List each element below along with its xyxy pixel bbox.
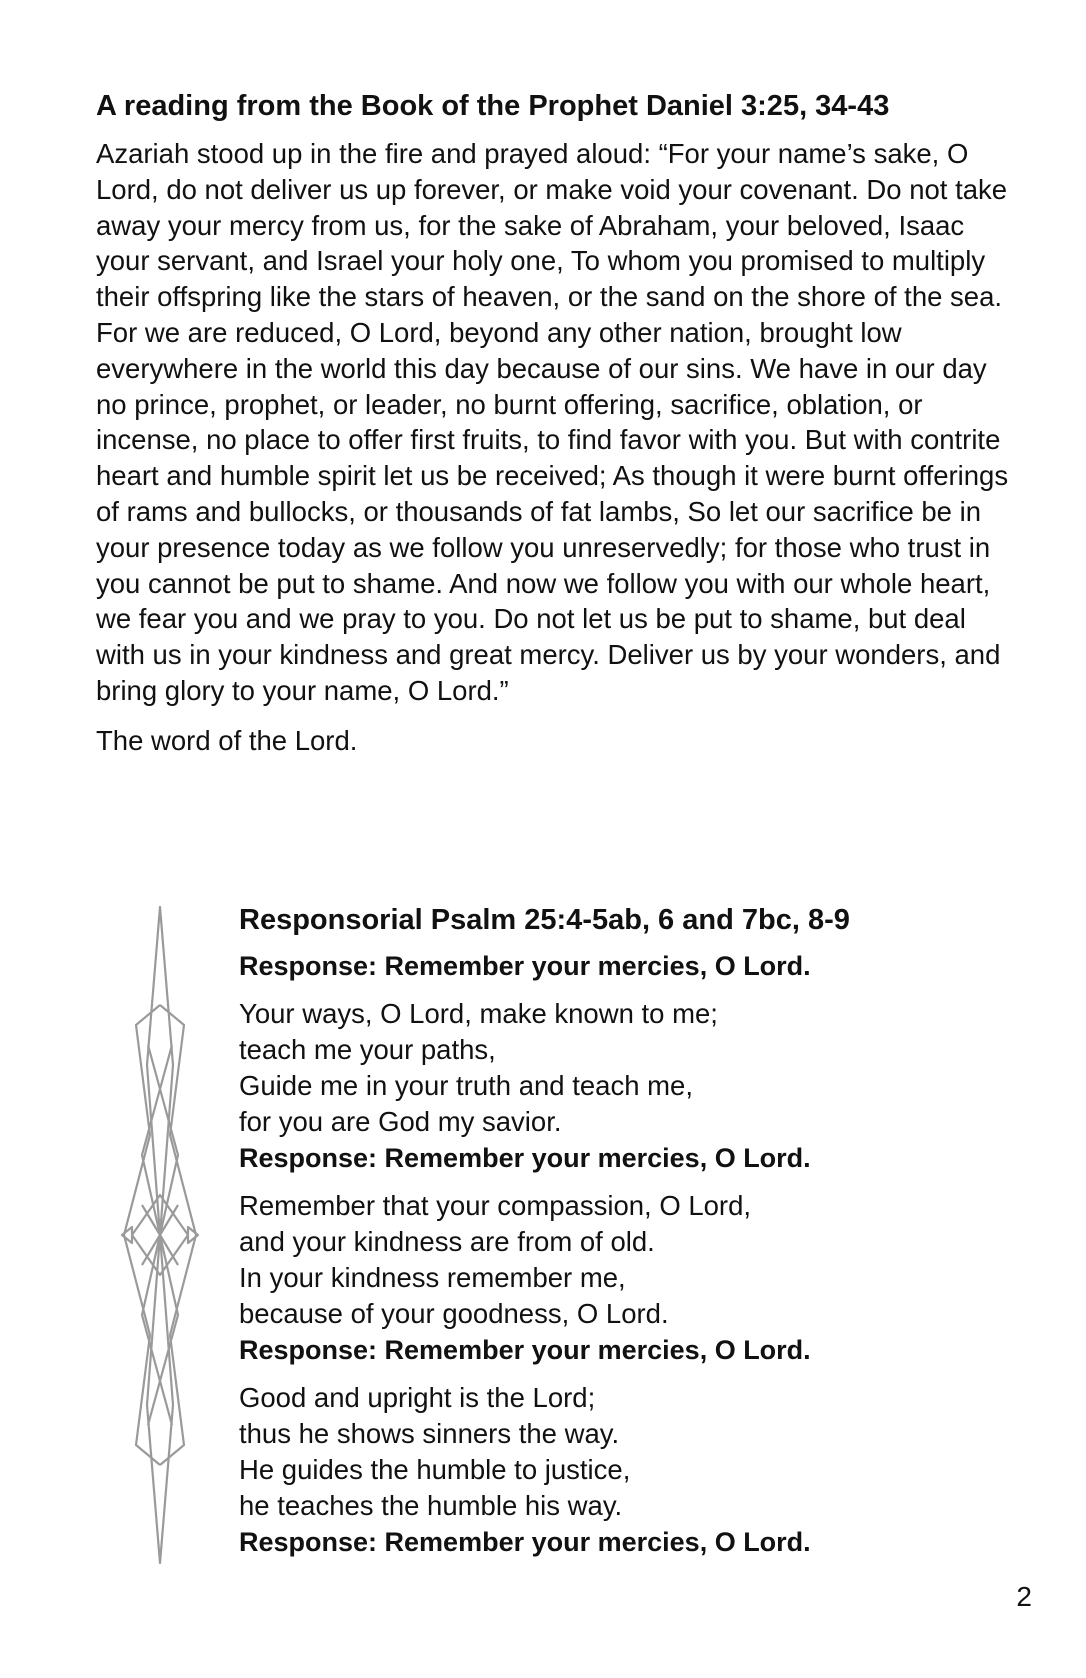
verse-line: In your kindness remember me, — [239, 1262, 626, 1293]
reading-body: Azariah stood up in the fire and prayed aloud: “For your name’s sake, O Lord, do not deliver us up forever, or make void your covenant. Do not take away your mercy from us, for the sake of Abraham, your beloved, Isaac your servant, and Israel your holy one, To whom you promised to multiply their offspring like the stars of heaven, or the sand on the shore of the sea. For we are reduced, O Lord, beyond any other nation, brought low everywhere in the world this day because of our sins. We have in our day no prince, prophet, or leader, no burnt offering, sacrifice, oblation, or incense, no place to offer first fruits, to find favor with you. But with contrite heart and humble spirit let us be received; As though it were burnt offerings of rams and bullocks, or thousands of fat lambs, So let our sacrifice be in your presence today as we follow you unreservedly; for those who trust in you cannot be put to shame. And now we follow you with our whole heart, we fear you and we pray to you. Do not let us be put to shame, but deal with us in your kindness and great mercy. Deliver us by your wonders, and bring glory to your name, O Lord.” — [96, 138, 1009, 706]
stanza-response: Response: Remember your mercies, O Lord. — [239, 1335, 811, 1365]
psalm-response: Response: Remember your mercies, O Lord. — [239, 951, 811, 981]
psalm-stanza-3 — [239, 1380, 1039, 1560]
verse-line: Remember that your compassion, O Lord, — [239, 1190, 752, 1221]
verse-line: thus he shows sinners the way. — [239, 1418, 620, 1449]
responsorial-psalm — [239, 902, 1039, 1560]
reading-title: A reading from the Book of the Prophet Daniel 3:25, 34-43 — [96, 90, 890, 122]
psalm-title: Responsorial Psalm 25:4-5ab, 6 and 7bc, 8-9 — [239, 904, 850, 936]
decorative-flourish-icon — [118, 905, 202, 1565]
verse-line: for you are God my savior. — [239, 1106, 562, 1137]
reading-closing: The word of the Lord. — [96, 724, 358, 756]
verse-line: He guides the humble to justice, — [239, 1454, 631, 1485]
stanza-response: Response: Remember your mercies, O Lord. — [239, 1143, 811, 1173]
psalm-stanza-2 — [239, 1188, 1039, 1368]
verse-line: because of your goodness, O Lord. — [239, 1298, 669, 1329]
verse-line: Your ways, O Lord, make known to me; — [239, 998, 718, 1029]
first-reading — [96, 88, 1011, 759]
verse-line: he teaches the humble his way. — [239, 1490, 623, 1521]
page-number: 2 — [1016, 1581, 1032, 1612]
verse-line: Guide me in your truth and teach me, — [239, 1070, 693, 1101]
verse-line: and your kindness are from of old. — [239, 1226, 655, 1257]
psalm-stanza-1 — [239, 996, 1039, 1176]
verse-line: teach me your paths, — [239, 1034, 496, 1065]
verse-line: Good and upright is the Lord; — [239, 1382, 596, 1413]
stanza-response: Response: Remember your mercies, O Lord. — [239, 1527, 811, 1557]
